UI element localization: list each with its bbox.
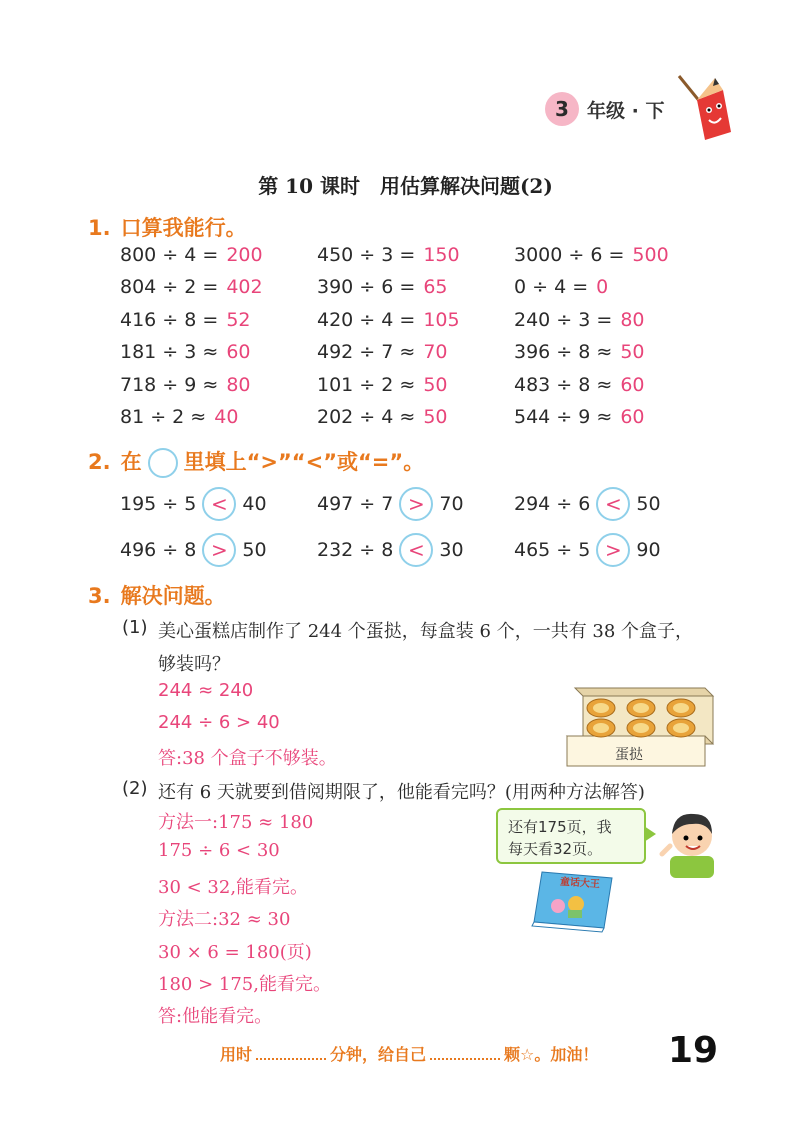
oral-answer: 500: [632, 244, 669, 266]
oral-question: 416 ÷ 8 =: [120, 308, 219, 331]
comparison-right: 30: [439, 539, 464, 561]
comparison-item: [120, 530, 267, 570]
footer-part-3: 颗☆。加油！: [504, 1045, 599, 1064]
solution-line: 方法一:175 ≈ 180: [158, 812, 314, 833]
solution-line: 180 > 175,能看完。: [158, 974, 331, 995]
oral-question: 450 ÷ 3 =: [317, 244, 416, 266]
oral-answer: 60: [226, 341, 251, 364]
oral-answer: 50: [423, 373, 448, 396]
comparison-row: [120, 484, 740, 524]
comparison-right: 50: [242, 539, 267, 561]
comparison-right: 70: [439, 493, 464, 515]
oral-answer: 40: [214, 406, 239, 428]
comparison-sign-circle[interactable]: >: [399, 487, 433, 521]
pencil-mascot-icon: [675, 70, 735, 142]
oral-question: 396 ÷ 8 ≈: [514, 341, 613, 364]
oral-answer: 80: [620, 308, 645, 331]
speech-bubble: [496, 808, 646, 864]
comparison-sign-circle[interactable]: <: [596, 487, 630, 521]
oral-question: 181 ÷ 3 ≈: [120, 341, 219, 364]
solution-line: 方法二:32 ≈ 30: [158, 909, 291, 931]
grade-header: [545, 88, 745, 138]
comparison-sign-circle[interactable]: <: [202, 487, 236, 521]
oral-question: 101 ÷ 2 ≈: [317, 373, 416, 396]
problem-1-text-2: 够装吗？: [158, 654, 230, 675]
oral-answer: 80: [226, 373, 251, 396]
lesson-title: 第 10 课时 用估算解决问题(2): [258, 174, 553, 198]
oral-item: [514, 341, 645, 363]
solution-line: 175 ÷ 6 < 30: [158, 840, 280, 862]
comparison-left: 232 ÷ 8: [317, 539, 394, 561]
oral-row: [120, 406, 740, 438]
oral-answer: 150: [423, 244, 460, 266]
comparison-sign-circle[interactable]: <: [399, 533, 433, 567]
comparison-left: 294 ÷ 6: [514, 493, 591, 515]
comparison-item: [317, 530, 464, 570]
boy-icon: [656, 806, 726, 878]
oral-item: [317, 406, 448, 428]
section-heading-post: 里填上“>”“<”或“=”。: [183, 450, 425, 474]
oral-question: 240 ÷ 3 =: [514, 308, 613, 331]
section-number: 1.: [88, 216, 111, 240]
blank-circle-icon: [148, 448, 178, 478]
problem-2-number: (2): [122, 778, 148, 799]
section-number: 2.: [88, 450, 111, 474]
section-number: 3.: [88, 584, 111, 608]
oral-answer: 402: [226, 276, 263, 299]
solution-line: 30 × 6 = 180(页): [158, 941, 312, 963]
grade-number-badge: 3: [545, 92, 579, 126]
oral-item: [317, 309, 460, 331]
oral-item: [120, 244, 263, 266]
box-label: 蛋挞: [615, 747, 643, 763]
egg-tart-box-illustration: [565, 684, 715, 768]
comparison-item: [514, 484, 661, 524]
comparison-item: [514, 530, 661, 570]
section-heading: 解决问题。: [120, 584, 226, 608]
oral-item: [514, 374, 645, 396]
problem-1-answer-1: 244 ≈ 240: [158, 680, 254, 701]
oral-item: [317, 341, 448, 363]
bubble-line-2: 每天看32页。: [508, 840, 603, 858]
oral-question: 0 ÷ 4 =: [514, 276, 589, 299]
comparison-left: 497 ÷ 7: [317, 493, 394, 515]
problem-2-text: 还有 6 天就要到借阅期限了，他能看完吗？(用两种方法解答): [158, 782, 645, 803]
oral-item: [514, 309, 645, 331]
oral-question: 804 ÷ 2 =: [120, 276, 219, 299]
oral-answer: 50: [423, 406, 448, 428]
oral-question: 492 ÷ 7 ≈: [317, 341, 416, 364]
oral-row: [120, 276, 740, 308]
problem-1-text: 美心蛋糕店制作了 244 个蛋挞，每盒装 6 个，一共有 38 个盒子，: [158, 621, 694, 642]
oral-row: [120, 374, 740, 406]
oral-item: [317, 374, 448, 396]
section-heading: 口算我能行。: [120, 216, 247, 240]
comparison-right: 50: [636, 493, 661, 515]
comparison-sign-circle[interactable]: >: [596, 533, 630, 567]
comparison-item: [317, 484, 464, 524]
oral-item: [514, 406, 645, 428]
comparison-row: [120, 530, 740, 570]
oral-row: [120, 244, 740, 276]
bubble-line-1: 还有175页，我: [508, 818, 612, 836]
problem-1-number: (1): [122, 617, 148, 638]
oral-question: 483 ÷ 8 ≈: [514, 373, 613, 396]
oral-answer: 60: [620, 373, 645, 396]
oral-answer: 200: [226, 244, 263, 266]
oral-question: 544 ÷ 9 ≈: [514, 406, 613, 428]
solution-line: 答:他能看完。: [158, 1006, 273, 1028]
footer-part-2: 分钟，给自己: [330, 1045, 427, 1064]
page-number: 19: [668, 1030, 719, 1071]
footer-timer: [220, 1042, 598, 1065]
comparison-right: 40: [242, 493, 267, 515]
oral-item: [317, 244, 460, 266]
stars-blank[interactable]: [430, 1046, 500, 1060]
oral-item: [120, 309, 251, 331]
oral-item: [317, 276, 448, 298]
section-2-title: [88, 446, 424, 478]
oral-question: 800 ÷ 4 =: [120, 244, 219, 266]
oral-item: [120, 341, 251, 363]
comparison-right: 90: [636, 539, 661, 561]
oral-answer: 0: [596, 276, 609, 299]
section-1-title: [88, 212, 247, 242]
section-heading-pre: 在: [120, 450, 142, 474]
comparison-item: [120, 484, 267, 524]
oral-row: [120, 309, 740, 341]
oral-answer: 65: [423, 276, 448, 299]
section-3-title: [88, 580, 226, 610]
grade-label: 年级 · 下: [587, 100, 665, 122]
book-title: 童话大王: [559, 876, 601, 891]
oral-answer: 60: [620, 406, 645, 428]
comparison-left: 195 ÷ 5: [120, 493, 197, 515]
oral-question: 420 ÷ 4 =: [317, 308, 416, 331]
comparison-left: 496 ÷ 8: [120, 539, 197, 561]
oral-answer: 70: [423, 341, 448, 364]
oral-answer: 50: [620, 341, 645, 364]
comparison-sign-circle[interactable]: >: [202, 533, 236, 567]
oral-item: [120, 276, 263, 298]
oral-item: [120, 374, 251, 396]
comparison-left: 465 ÷ 5: [514, 539, 591, 561]
oral-answer: 105: [423, 308, 460, 331]
minutes-blank[interactable]: [256, 1046, 326, 1060]
oral-item: [514, 244, 669, 266]
book-illustration: [528, 868, 618, 934]
footer-part-1: 用时: [220, 1045, 253, 1064]
oral-item: [120, 406, 238, 428]
oral-question: 3000 ÷ 6 =: [514, 244, 625, 266]
oral-answer: 52: [226, 308, 251, 331]
problem-1-answer-2: 244 ÷ 6 > 40: [158, 712, 280, 733]
oral-question: 81 ÷ 2 ≈: [120, 406, 207, 428]
oral-row: [120, 341, 740, 373]
oral-question: 390 ÷ 6 =: [317, 276, 416, 299]
oral-item: [514, 276, 608, 298]
oral-question: 718 ÷ 9 ≈: [120, 373, 219, 396]
solution-line: 30 < 32,能看完。: [158, 876, 309, 898]
problem-1-answer-3: 答:38 个盒子不够装。: [158, 748, 337, 769]
oral-question: 202 ÷ 4 ≈: [317, 406, 416, 428]
